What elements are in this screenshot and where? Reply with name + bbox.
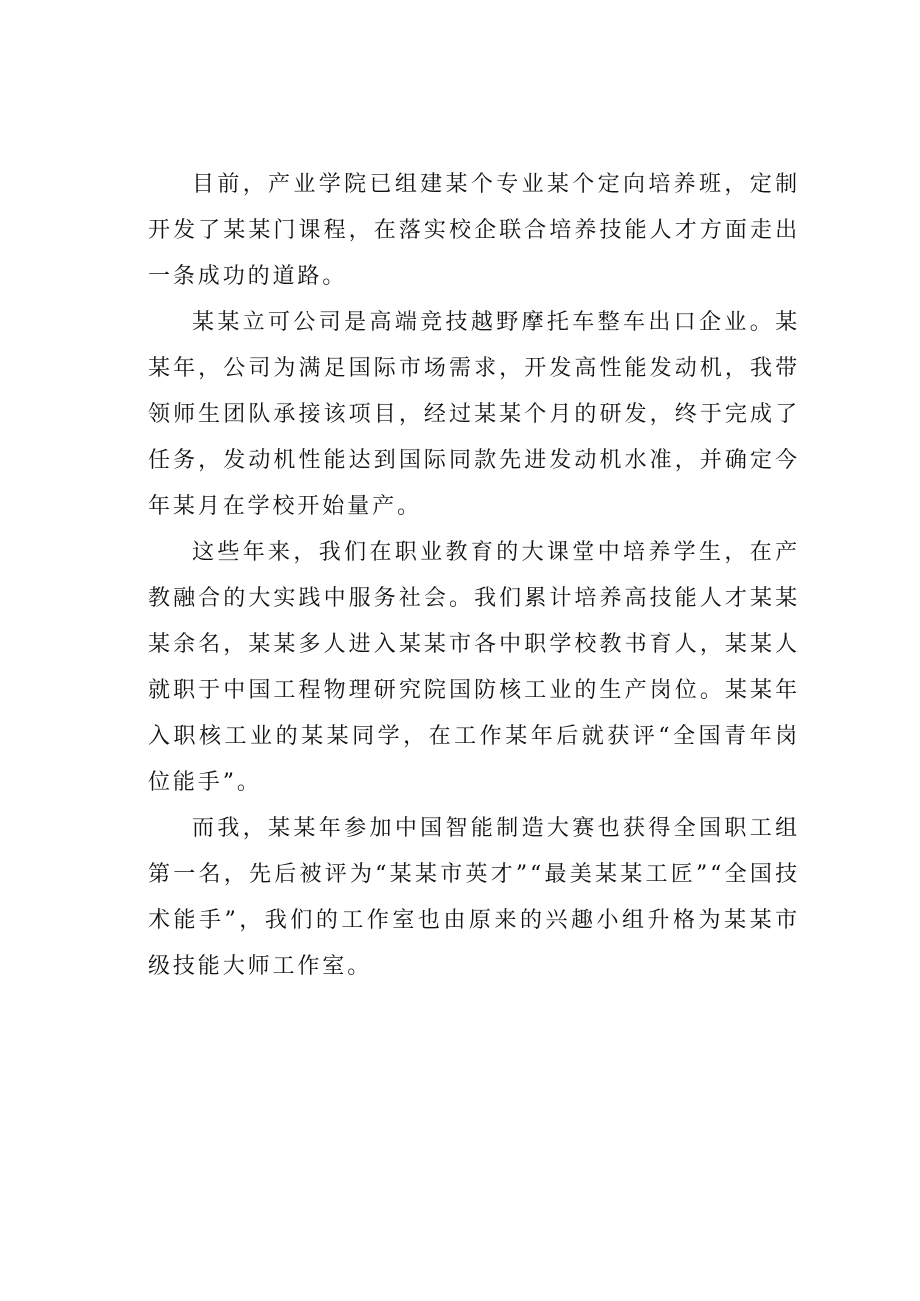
paragraph-1: 目前，产业学院已组建某个专业某个定向培养班，定制开发了某某门课程，在落实校企联合培养技能人才方面走出一条成功的道路。: [148, 172, 800, 289]
paragraph-2: 某某立可公司是高端竞技越野摩托车整车出口企业。某某年，公司为满足国际市场需求，开发高性能发动机，我带领师生团队承接该项目，经过某某个月的研发，终于完成了任务，发动机性能达到国际同款先进发动机水准，并确定今年某月在学校开始量产。: [148, 310, 800, 519]
paragraph-3: 这些年来，我们在职业教育的大课堂中培养学生，在产教融合的大实践中服务社会。我们累计培养高技能人才某某某余名，某某多人进入某某市各中职学校教书育人，某某人就职于中国工程物理研究院国防核工业的生产岗位。某某年入职核工业的某某同学，在工作某年后就获评“全国青年岗位能手”。: [148, 540, 800, 795]
document-body: [148, 162, 800, 990]
paragraph-4: 而我，某某年参加中国智能制造大赛也获得全国职工组第一名，先后被评为“某某市英才”“最美某某工匠”“全国技术能手”，我们的工作室也由原来的兴趣小组升格为某某市级技能大师工作室。: [148, 816, 800, 979]
